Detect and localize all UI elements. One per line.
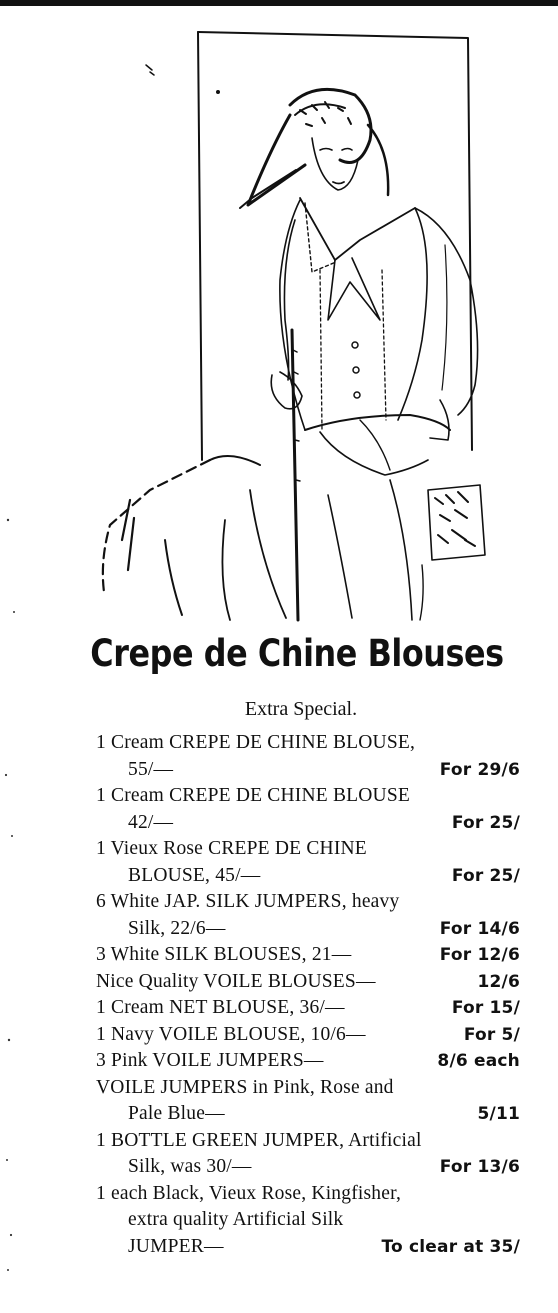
item-description-cont: 42/—: [128, 811, 174, 833]
item-description: 3 Pink VOILE JUMPERS—: [96, 1050, 324, 1071]
headline: Crepe de Chine Blouses: [90, 632, 504, 675]
item-price: For 25/: [451, 865, 520, 886]
top-border-rule: [0, 0, 558, 6]
item-description: 1 each Black, Vieux Rose, Kingfisher,: [96, 1182, 402, 1204]
list-item: [96, 995, 520, 1022]
item-price: For 15/: [451, 998, 520, 1018]
item-price: For 29/6: [439, 759, 520, 780]
price-list: [96, 730, 520, 1260]
item-price: 8/6 each: [437, 1051, 520, 1071]
item-description-cont: JUMPER—: [128, 1235, 224, 1257]
list-item: [96, 1022, 520, 1049]
item-description: 1 Vieux Rose CREPE DE CHINE: [96, 838, 367, 859]
item-description: 6 White JAP. SILK JUMPERS, heavy: [96, 891, 400, 912]
list-item: [96, 1075, 520, 1128]
item-description-cont: 55/—: [128, 758, 174, 780]
list-item: [96, 1181, 520, 1261]
item-description: 1 Cream CREPE DE CHINE BLOUSE: [96, 785, 410, 806]
list-item: [96, 1048, 520, 1075]
list-item: [96, 1128, 520, 1181]
fashion-illustration: [90, 20, 530, 625]
print-specks: [0, 0, 20, 1313]
list-item: [96, 783, 520, 836]
item-price: For 12/6: [439, 945, 520, 965]
item-description: 3 White SILK BLOUSES, 21—: [96, 944, 352, 965]
item-description-cont: extra quality Artificial Silk: [128, 1209, 344, 1230]
list-item: [96, 889, 520, 942]
item-price: To clear at 35/: [381, 1236, 520, 1257]
item-description: 1 BOTTLE GREEN JUMPER, Artificial: [96, 1129, 422, 1151]
item-description-cont: Pale Blue—: [128, 1103, 225, 1124]
item-description: 1 Cream CREPE DE CHINE BLOUSE,: [96, 732, 416, 753]
item-description-cont: BLOUSE, 45/—: [128, 864, 261, 886]
item-description: Nice Quality VOILE BLOUSES—: [96, 970, 376, 992]
item-price: 5/11: [477, 1104, 520, 1124]
item-price: 12/6: [477, 971, 520, 992]
list-item: [96, 730, 520, 783]
list-item: [96, 942, 520, 969]
list-item: [96, 969, 520, 996]
item-price: For 25/: [451, 812, 520, 833]
item-price: For 5/: [463, 1024, 520, 1045]
subheadline: Extra Special.: [244, 698, 358, 720]
item-price: For 13/6: [439, 1157, 520, 1177]
item-description-cont: Silk, was 30/—: [128, 1156, 252, 1177]
item-description: VOILE JUMPERS in Pink, Rose and: [96, 1076, 394, 1098]
item-description: 1 Navy VOILE BLOUSE, 10/6—: [96, 1023, 366, 1045]
item-price: For 14/6: [439, 918, 520, 939]
item-description-cont: Silk, 22/6—: [128, 917, 226, 939]
item-description: 1 Cream NET BLOUSE, 36/—: [96, 997, 345, 1018]
list-item: [96, 836, 520, 889]
